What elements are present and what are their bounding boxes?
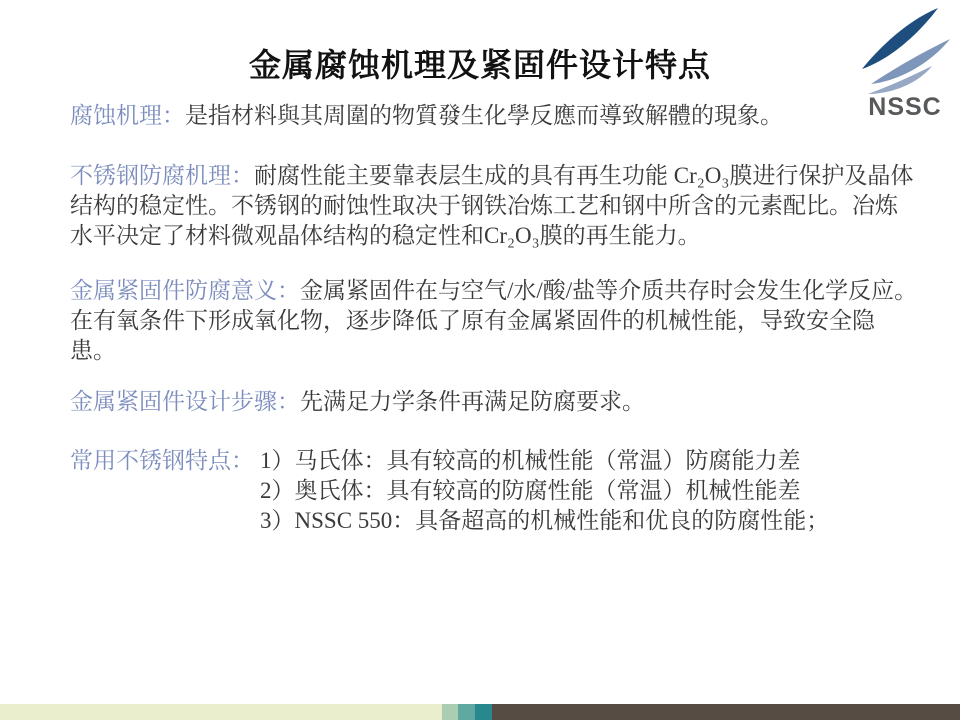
- footer-segment-sage: [442, 704, 458, 720]
- list-item-nssc550: 3）NSSC 550：具备超高的机械性能和优良的防腐性能；: [260, 508, 830, 533]
- footer-segment-teal: [458, 704, 475, 720]
- section-common-stainless-features: [70, 446, 918, 536]
- section-fastener-design-steps: [70, 387, 918, 417]
- section-stainless-anticorrosion-mechanism: [70, 161, 918, 251]
- section-text: 先满足力学条件再满足防腐要求。: [300, 389, 645, 414]
- section-fastener-anticorrosion-significance: [70, 276, 918, 366]
- section-label: 不锈钢防腐机理：: [70, 163, 254, 188]
- section-label: 金属紧固件设计步骤：: [70, 389, 300, 414]
- section-label: 金属紧固件防腐意义：: [70, 278, 300, 303]
- stainless-type-list: [260, 446, 918, 536]
- footer-bar: [0, 704, 960, 720]
- slide-title: 金属腐蚀机理及紧固件设计特点: [248, 47, 711, 83]
- footer-segment-brown: [492, 704, 960, 720]
- list-item-martensite: 1）马氏体：具有较高的机械性能（常温）防腐能力差: [260, 448, 801, 473]
- section-label: 常用不锈钢特点：: [70, 448, 254, 473]
- list-item-austenite: 2）奥氏体：具有较高的防腐性能（常温）机械性能差: [260, 478, 801, 503]
- nssc-logo-text: NSSC: [868, 93, 942, 121]
- nssc-sails-icon: [853, 5, 957, 97]
- section-label: 腐蚀机理：: [70, 103, 185, 128]
- footer-segment-dark-teal: [475, 704, 492, 720]
- section-text: 是指材料與其周圍的物質發生化學反應而導致解體的現象。: [185, 103, 783, 128]
- section-text: 耐腐性能主要靠表层生成的具有再生功能 Cr₂O₃膜进行保护及晶体结构的稳定性。不锈钢的耐蚀性取决于钢铁冶炼工艺和钢中所含的元素配比。冶炼水平决定了材料微观晶体结构的稳定性和Cr₂O₃膜的再生能力。: [70, 163, 914, 248]
- section-corrosion-mechanism: [70, 101, 918, 131]
- section-text: 金属紧固件在与空气/水/酸/盐等介质共存时会发生化学反应。在有氧条件下形成氧化物，逐步降低了原有金属紧固件的机械性能，导致安全隐患。: [70, 278, 918, 363]
- footer-segment-pale: [0, 704, 442, 720]
